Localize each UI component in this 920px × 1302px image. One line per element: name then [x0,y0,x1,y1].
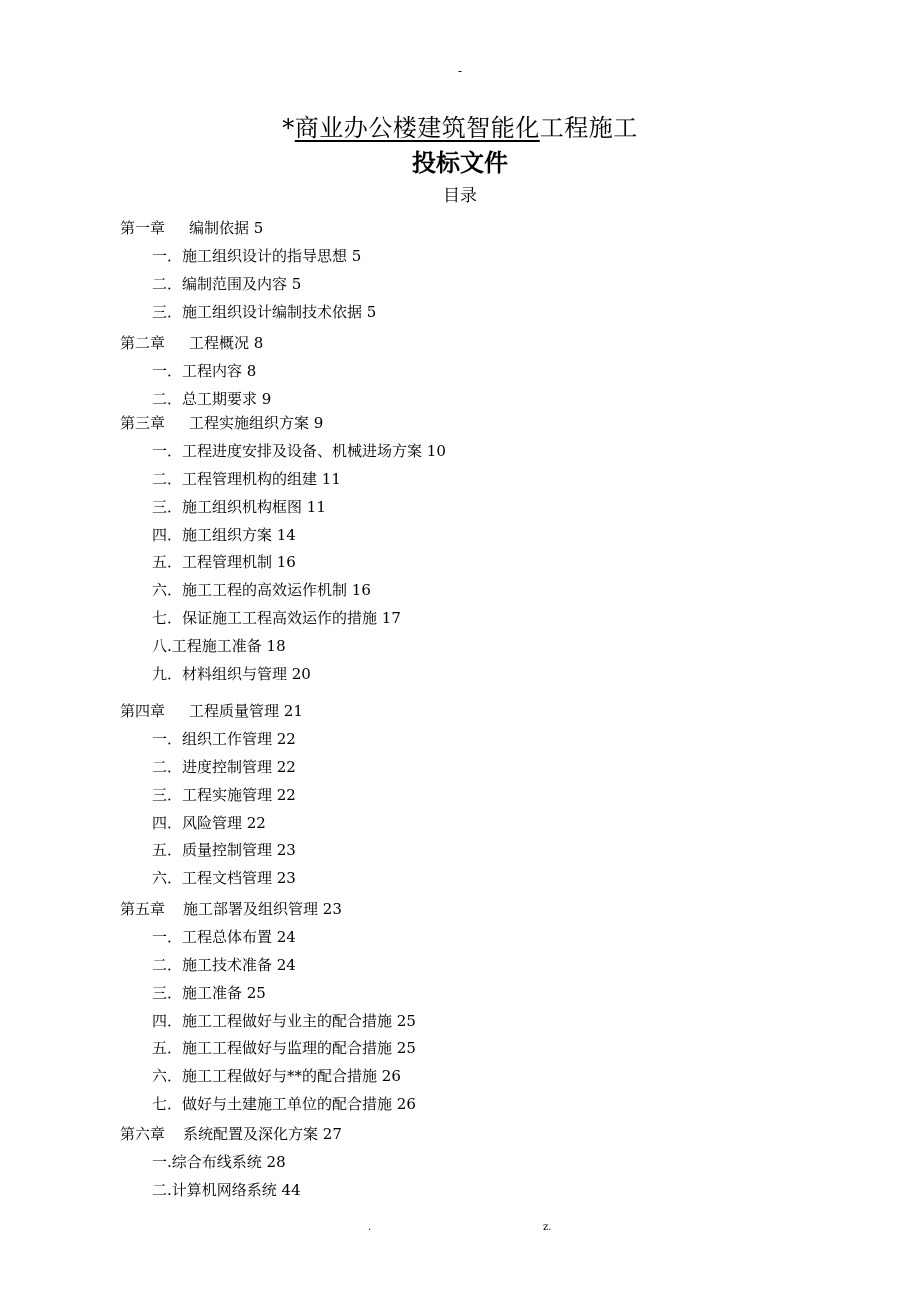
section-title: 五．质量控制管理 23 [152,841,296,860]
toc-section-entry[interactable] [152,439,446,463]
chapter-number: 第六章 [120,1125,166,1143]
section-title: 三．施工组织设计编制技术依据 5 [152,302,377,321]
section-title: 二．进度控制管理 22 [152,757,296,776]
chapter-number: 第一章 [120,219,166,237]
chapter-title: 工程实施组织方案 9 [189,414,324,432]
chapter-title: 编制依据 5 [189,219,264,237]
section-title: 一．施工组织设计的指导思想 5 [152,247,362,265]
chapter-number: 第三章 [120,414,166,432]
toc-section-entry[interactable] [152,1064,401,1088]
toc-section-entry[interactable] [152,1150,286,1174]
toc-section-entry[interactable] [152,387,271,411]
toc-section-entry[interactable] [152,981,266,1005]
toc-heading: 目录 [443,186,477,206]
section-title: 二．工程管理机构的组建 11 [152,469,341,488]
page-header-mark: - [457,64,463,78]
toc-chapter-entry[interactable] [120,897,342,921]
toc-section-entry[interactable] [152,634,286,658]
toc-section-entry[interactable] [152,578,371,602]
section-title: 五．施工工程做好与监理的配合措施 25 [152,1039,416,1058]
section-title: 三．工程实施管理 22 [152,785,296,804]
toc-section-entry[interactable] [152,811,266,835]
section-title: 八.工程施工准备 18 [152,636,286,655]
toc-section-entry[interactable] [152,866,296,890]
toc-section-entry[interactable] [152,359,256,383]
toc-chapter-entry[interactable] [120,216,263,240]
section-title: 一．工程内容 8 [152,362,257,380]
toc-chapter-entry[interactable] [120,1122,342,1146]
title-rest: 工程施工 [539,114,638,142]
section-title: 三．施工准备 25 [152,983,266,1002]
toc-chapter-entry[interactable] [120,331,263,355]
toc-section-entry[interactable] [152,1178,301,1202]
section-title: 七．保证施工工程高效运作的措施 17 [152,609,401,628]
toc-section-entry[interactable] [152,300,376,324]
section-title: 四．施工工程做好与业主的配合措施 25 [152,1011,416,1030]
chapter-title: 工程质量管理 21 [189,702,303,720]
section-title: 二．编制范围及内容 5 [152,274,302,293]
toc-section-entry[interactable] [152,244,361,268]
toc-section-entry[interactable] [152,495,326,519]
toc-section-entry[interactable] [152,925,296,949]
section-title: 四．风险管理 22 [152,813,266,832]
section-title: 五．工程管理机制 16 [152,553,296,572]
title-underlined-part: 商业办公楼建筑智能化 [294,114,540,142]
section-title: 六．工程文档管理 23 [152,869,296,888]
section-title: 一.综合布线系统 28 [152,1153,286,1171]
section-title: 二．总工期要求 9 [152,389,272,408]
toc-section-entry[interactable] [152,550,296,574]
toc-section-entry[interactable] [152,1009,416,1033]
toc-section-entry[interactable] [152,606,401,630]
toc-section-entry[interactable] [152,467,341,491]
section-title: 九．材料组织与管理 20 [152,664,311,683]
toc-section-entry[interactable] [152,662,311,686]
toc-section-entry[interactable] [152,272,301,296]
toc-section-entry[interactable] [152,783,296,807]
section-title: 二．施工技术准备 24 [152,955,296,974]
footer-right-mark: z. [543,1222,552,1233]
toc-section-entry[interactable] [152,523,296,547]
toc-section-entry[interactable] [152,1036,416,1060]
toc-section-entry[interactable] [152,953,296,977]
toc-chapter-entry[interactable] [120,699,303,723]
toc-section-entry[interactable] [152,727,296,751]
toc-section-entry[interactable] [152,1092,416,1116]
section-title: 四．施工组织方案 14 [152,525,296,544]
section-title: 六．施工工程的高效运作机制 16 [152,581,371,600]
toc-section-entry[interactable] [152,755,296,779]
section-title: 七．做好与土建施工单位的配合措施 26 [152,1095,416,1114]
chapter-number: 第四章 [120,702,166,720]
footer-left-mark: . [368,1222,372,1233]
section-title: 一．工程总体布置 24 [152,928,296,946]
section-title: 二.计算机网络系统 44 [152,1180,301,1199]
title-prefix: * [282,114,295,142]
section-title: 一．组织工作管理 22 [152,730,296,748]
section-title: 三．施工组织机构框图 11 [152,497,326,516]
chapter-title: 系统配置及深化方案 27 [183,1125,342,1143]
chapter-title: 施工部署及组织管理 23 [183,900,342,918]
chapter-number: 第五章 [120,900,166,918]
chapter-number: 第二章 [120,334,166,352]
chapter-title: 工程概况 8 [189,334,264,352]
toc-section-entry[interactable] [152,838,296,862]
section-title: 一．工程进度安排及设备、机械进场方案 10 [152,442,446,460]
section-title: 六．施工工程做好与**的配合措施 26 [152,1067,401,1086]
document-title [0,112,920,144]
document-subtitle: 投标文件 [412,149,508,177]
toc-chapter-entry[interactable] [120,411,323,435]
